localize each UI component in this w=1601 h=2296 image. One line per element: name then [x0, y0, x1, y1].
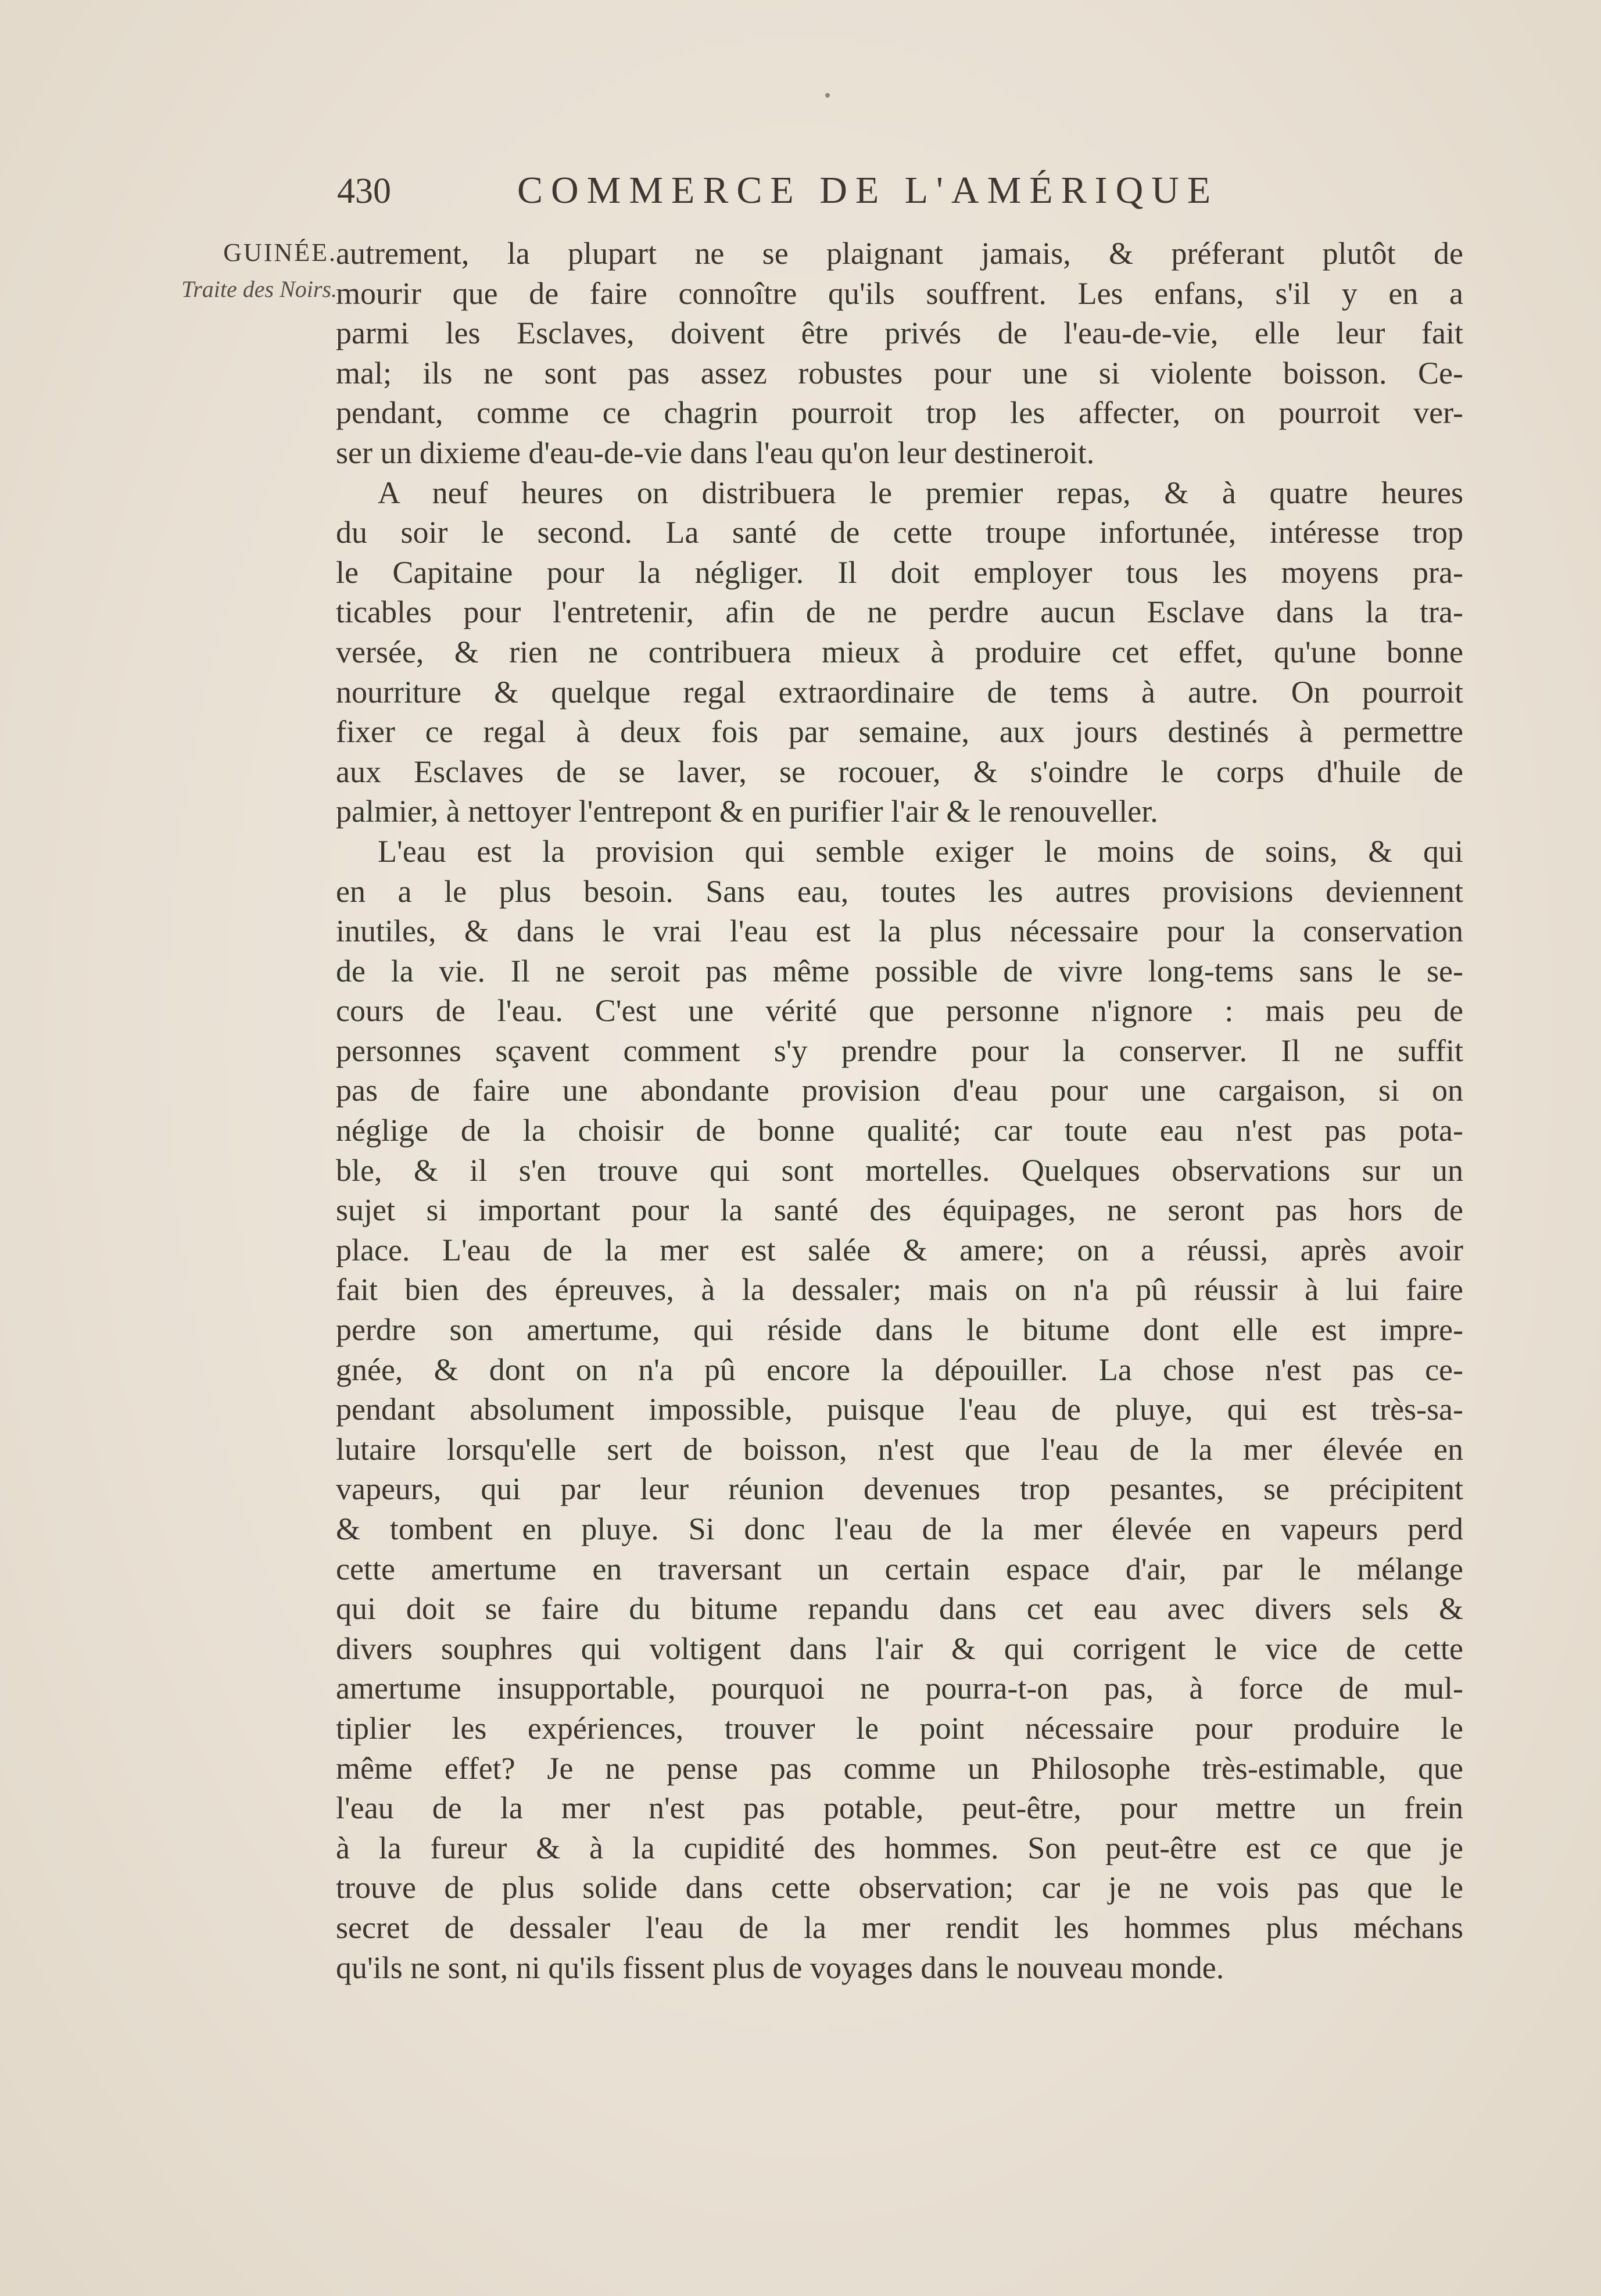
text-line: ser un dixieme d'eau-de-vie dans l'eau qu'on leur destineroit. — [336, 435, 1095, 470]
text-line: néglige de la choisir de bonne qualité; car toute eau n'est pas pota- — [336, 1113, 1463, 1148]
text-line: pas de faire une abondante provision d'eau pour une cargaison, si on — [336, 1073, 1463, 1108]
text-line: divers souphres qui voltigent dans l'air & qui corrigent le vice de cette — [336, 1631, 1463, 1666]
text-line: aux Esclaves de se laver, se rocouer, & s'oindre le corps d'huile de — [336, 754, 1463, 789]
text-line: ble, & il s'en trouve qui sont mortelles. Quelques observations sur un — [336, 1152, 1463, 1188]
text-line: lutaire lorsqu'elle sert de boisson, n'est que l'eau de la mer élevée en — [336, 1431, 1463, 1467]
text-line: A neuf heures on distribuera le premier repas, & à quatre heures — [378, 475, 1463, 510]
text-line: gnée, & dont on n'a pû encore la dépouiller. La chose n'est pas ce- — [336, 1352, 1463, 1387]
text-line: mourir que de faire connoître qu'ils souffrent. Les enfans, s'il y en a — [336, 275, 1463, 311]
page-header — [337, 164, 1296, 228]
text-line: & tombent en pluye. Si donc l'eau de la mer élevée en vapeurs perd — [336, 1511, 1463, 1546]
text-line: L'eau est la provision qui semble exiger le moins de soins, & qui — [378, 833, 1463, 869]
text-line: trouve de plus solide dans cette observation; car je ne vois pas que le — [336, 1870, 1463, 1905]
text-line: l'eau de la mer n'est pas potable, peut-être, pour mettre un frein — [336, 1790, 1463, 1826]
text-line: sujet si important pour la santé des équipages, ne seront pas hors de — [336, 1192, 1463, 1228]
body-text — [336, 234, 1463, 1987]
text-line: inutiles, & dans le vrai l'eau est la plus nécessaire pour la conservation — [336, 914, 1463, 949]
text-line: secret de dessaler l'eau de la mer rendit les hommes plus méchans — [336, 1910, 1463, 1945]
text-line: à la fureur & à la cupidité des hommes. Son peut-être est ce que je — [336, 1830, 1463, 1865]
text-line: ticables pour l'entretenir, afin de ne perdre aucun Esclave dans la tra- — [336, 594, 1463, 630]
ink-speck — [825, 93, 830, 98]
text-line: versée, & rien ne contribuera mieux à produire cet effet, qu'une bonne — [336, 634, 1463, 669]
text-line: en a le plus besoin. Sans eau, toutes les autres provisions deviennent — [336, 873, 1463, 909]
margin-topic-label: Traite des Noirs. — [181, 276, 337, 302]
text-line: de la vie. Il ne seroit pas même possible de vivre long-tems sans le se- — [336, 953, 1463, 988]
text-line: personnes sçavent comment s'y prendre pour la conserver. Il ne suffit — [336, 1033, 1463, 1068]
text-line: autrement, la plupart ne se plaignant jamais, & préferant plutôt de — [336, 236, 1463, 271]
text-line: qui doit se faire du bitume repandu dans cet eau avec divers sels & — [336, 1591, 1463, 1627]
text-line: cette amertume en traversant un certain espace d'air, par le mélange — [336, 1551, 1463, 1586]
text-line: pendant, comme ce chagrin pourroit trop les affecter, on pourroit ver- — [336, 395, 1463, 431]
text-line: amertume insupportable, pourquoi ne pourra-t-on pas, à force de mul- — [336, 1671, 1463, 1706]
text-line: perdre son amertume, qui réside dans le bitume dont elle est impre- — [336, 1312, 1463, 1348]
margin-region-label: GUINÉE. — [223, 238, 337, 267]
margin-notes — [105, 234, 337, 307]
text-line: qu'ils ne sont, ni qu'ils fissent plus de voyages dans le nouveau monde. — [336, 1950, 1224, 1985]
text-line: mal; ils ne sont pas assez robustes pour une si violente boisson. Ce- — [336, 355, 1463, 391]
text-line: tiplier les expériences, trouver le point nécessaire pour produire le — [336, 1710, 1463, 1746]
text-line: fixer ce regal à deux fois par semaine, aux jours destinés à permettre — [336, 714, 1463, 750]
text-line: fait bien des épreuves, à la dessaler; mais on n'a pû réussir à lui faire — [336, 1272, 1463, 1308]
text-line: place. L'eau de la mer est salée & amere; on a réussi, après avoir — [336, 1232, 1463, 1267]
text-line: même effet? Je ne pense pas comme un Philosophe très-estimable, que — [336, 1750, 1463, 1786]
page-number: 430 — [337, 171, 391, 211]
text-line: nourriture & quelque regal extraordinaire de tems à autre. On pourroit — [336, 674, 1463, 710]
text-line: du soir le second. La santé de cette troupe infortunée, intéresse trop — [336, 515, 1463, 550]
text-line: cours de l'eau. C'est une vérité que personne n'ignore : mais peu de — [336, 993, 1463, 1029]
text-line: palmier, à nettoyer l'entrepont & en purifier l'air & le renouveller. — [336, 794, 1158, 829]
text-line: le Capitaine pour la négliger. Il doit employer tous les moyens pra- — [336, 554, 1463, 590]
text-line: parmi les Esclaves, doivent être privés de l'eau-de-vie, elle leur fait — [336, 316, 1463, 351]
running-title: COMMERCE DE L'AMÉRIQUE — [517, 169, 1219, 212]
text-line: pendant absolument impossible, puisque l'eau de pluye, qui est très-sa- — [336, 1392, 1463, 1427]
text-line: vapeurs, qui par leur réunion devenues trop pesantes, se précipitent — [336, 1471, 1463, 1507]
